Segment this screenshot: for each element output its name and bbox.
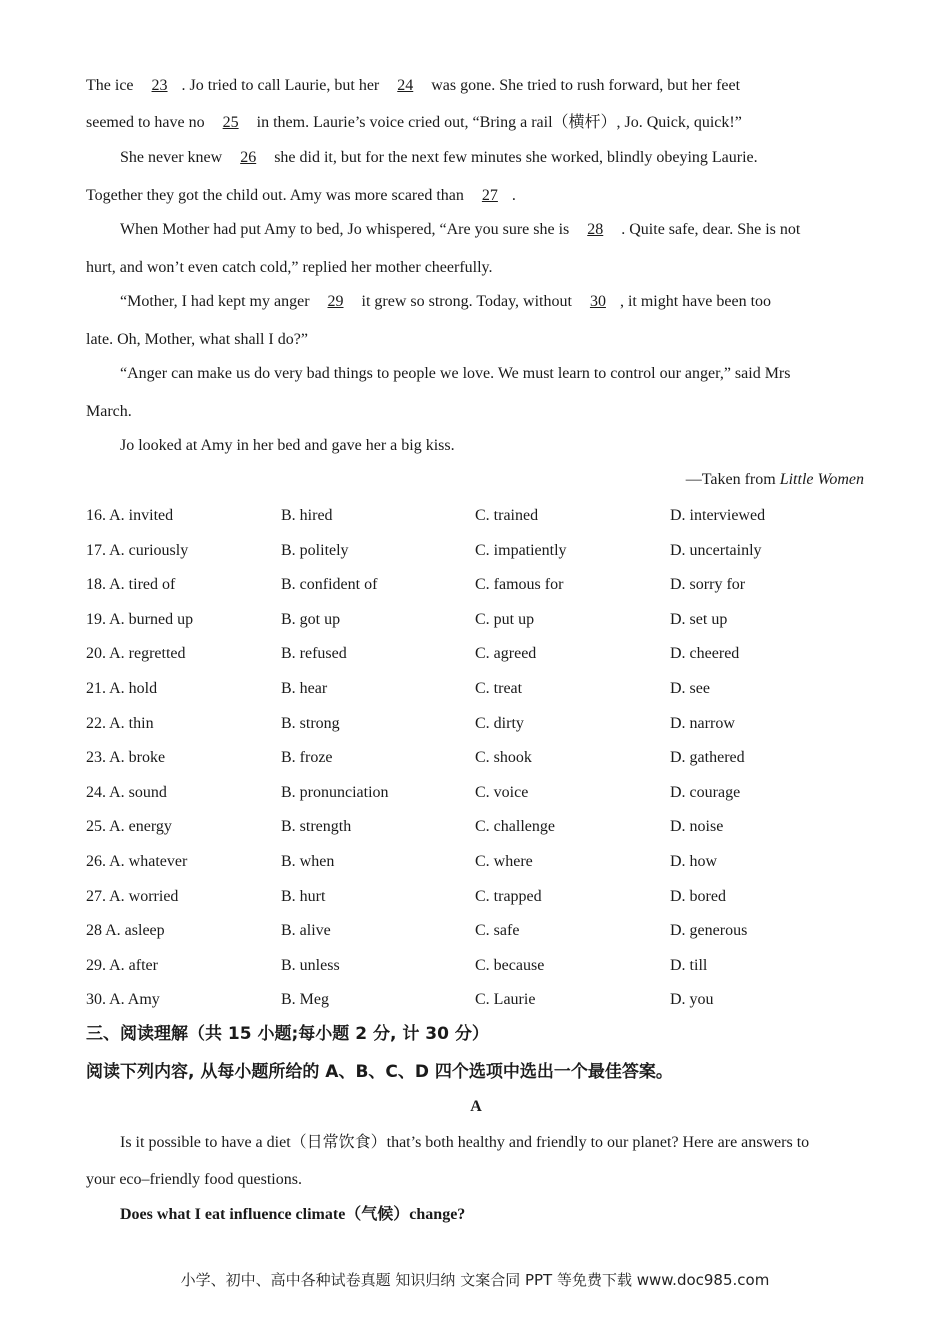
text: . Quite safe, dear. She is not — [617, 221, 801, 238]
passage-line-1 — [86, 76, 740, 96]
option-b: B. froze — [281, 749, 333, 767]
option-d: D. sorry for — [670, 576, 746, 594]
option-b: B. confident of — [281, 576, 378, 594]
blank-27: 27 — [481, 187, 498, 204]
blank-25: 25 — [222, 114, 239, 131]
option-d: D. see — [670, 680, 710, 697]
option-b: B. hear — [281, 680, 328, 697]
option-b: B. pronunciation — [281, 783, 389, 801]
blank-30: 30 — [589, 293, 606, 310]
option-a: 17. A. curiously — [86, 541, 189, 559]
text: in them. Laurie’s voice cried out, “Bring a rail（横杆）, Jo. Quick, quick!” — [252, 114, 742, 131]
option-d: D. interviewed — [670, 507, 766, 524]
passage-line-9: “Anger can make us do very bad things to people we love. We must learn to control our anger,” said Mrs — [120, 365, 791, 382]
text: . — [511, 187, 516, 204]
option-a: 28 A. asleep — [86, 922, 165, 940]
option-row — [86, 714, 866, 734]
option-b: B. got up — [281, 610, 341, 628]
option-row — [86, 679, 866, 699]
option-d: D. bored — [670, 887, 726, 905]
option-c: C. agreed — [475, 645, 537, 663]
option-a: 27. A. worried — [86, 887, 179, 905]
option-a: 16. A. invited — [86, 507, 174, 524]
option-row — [86, 852, 866, 872]
section-heading: 三、阅读理解（共 15 小题;每小题 2 分, 计 30 分） — [86, 1024, 489, 1044]
option-row — [86, 783, 866, 803]
option-d: D. set up — [670, 610, 728, 628]
option-d: D. narrow — [670, 714, 735, 732]
option-row — [86, 506, 866, 526]
option-b: B. hurt — [281, 887, 326, 905]
option-row — [86, 921, 866, 941]
option-b: B. strength — [281, 818, 352, 836]
passage-line-3 — [86, 148, 758, 168]
option-c: C. Laurie — [475, 991, 536, 1009]
option-d: D. uncertainly — [670, 541, 762, 559]
option-d: D. courage — [670, 783, 741, 801]
option-b: B. hired — [281, 507, 333, 524]
option-row — [86, 541, 866, 561]
option-d: D. gathered — [670, 749, 745, 767]
option-c: C. impatiently — [475, 541, 567, 559]
option-b: B. when — [281, 853, 335, 870]
option-c: C. challenge — [475, 818, 555, 836]
option-d: D. cheered — [670, 645, 740, 663]
blank-23: 23 — [151, 77, 168, 94]
option-a: 29. A. after — [86, 956, 158, 974]
source-citation — [686, 470, 864, 490]
option-c: C. shook — [475, 749, 532, 767]
passage-line-10: March. — [86, 403, 132, 420]
passage-letter: A — [470, 1098, 482, 1115]
blank-29: 29 — [327, 293, 344, 310]
option-row — [86, 575, 866, 595]
passage-line-8: late. Oh, Mother, what shall I do?” — [86, 331, 308, 348]
option-c: C. safe — [475, 922, 520, 940]
option-a: 30. A. Amy — [86, 991, 160, 1009]
text: “Mother, I had kept my anger — [120, 293, 314, 310]
option-row — [86, 610, 866, 630]
option-a: 25. A. energy — [86, 818, 172, 836]
text: Together they got the child out. Amy was more scared than — [86, 187, 468, 204]
blank-28: 28 — [587, 221, 604, 238]
passage-line-2 — [86, 113, 742, 133]
passage-line-6: hurt, and won’t even catch cold,” replied her mother cheerfully. — [86, 259, 493, 276]
option-c: C. voice — [475, 783, 529, 801]
option-d: D. you — [670, 991, 714, 1009]
reading-line-1: Is it possible to have a diet（日常饮食）that’s both healthy and friendly to our planet? Here are answers to — [120, 1134, 810, 1151]
option-c: C. trained — [475, 507, 539, 524]
option-a: 20. A. regretted — [86, 645, 186, 663]
passage-line-11: Jo looked at Amy in her bed and gave her a big kiss. — [120, 437, 455, 454]
option-row — [86, 748, 866, 768]
option-c: C. trapped — [475, 887, 542, 905]
option-b: B. strong — [281, 714, 340, 732]
question-heading: Does what I eat influence climate（气候）change? — [120, 1206, 466, 1223]
source-title: Little Women — [779, 471, 864, 488]
option-row — [86, 887, 866, 907]
option-a: 18. A. tired of — [86, 576, 176, 594]
option-d: D. how — [670, 853, 718, 870]
source-prefix: —Taken from — [685, 471, 780, 488]
option-row — [86, 956, 866, 976]
reading-line-2: your eco–friendly food questions. — [86, 1171, 302, 1188]
text: it grew so strong. Today, without — [357, 293, 576, 310]
page-footer: 小学、初中、高中各种试卷真题 知识归纳 文案合同 PPT 等免费下载 www.doc985.com — [180, 1271, 770, 1289]
text: , it might have been too — [619, 293, 772, 310]
blank-24: 24 — [397, 77, 414, 94]
text: The ice — [86, 77, 138, 94]
text: . Jo tried to call Laurie, but her — [181, 77, 384, 94]
option-b: B. Meg — [281, 991, 329, 1009]
text: seemed to have no — [86, 114, 209, 131]
option-b: B. politely — [281, 541, 349, 559]
option-a: 22. A. thin — [86, 714, 154, 732]
option-a: 23. A. broke — [86, 749, 166, 767]
option-a: 24. A. sound — [86, 783, 167, 801]
option-c: C. famous for — [475, 576, 564, 594]
blank-26: 26 — [240, 149, 257, 166]
section-instruction: 阅读下列内容, 从每小题所给的 A、B、C、D 四个选项中选出一个最佳答案。 — [86, 1062, 673, 1082]
option-a: 26. A. whatever — [86, 853, 188, 870]
passage-line-4 — [86, 186, 516, 206]
text: was gone. She tried to rush forward, but her feet — [427, 77, 741, 94]
option-c: C. dirty — [475, 714, 524, 732]
option-a: 21. A. hold — [86, 680, 158, 697]
text: she did it, but for the next few minutes she worked, blindly obeying Laurie. — [270, 149, 758, 166]
passage-line-7 — [86, 292, 771, 312]
option-c: C. because — [475, 956, 545, 974]
text: When Mother had put Amy to bed, Jo whispered, “Are you sure she is — [120, 221, 574, 238]
option-c: C. put up — [475, 610, 535, 628]
option-c: C. where — [475, 853, 533, 870]
option-row — [86, 990, 866, 1010]
text: She never knew — [120, 149, 227, 166]
option-d: D. generous — [670, 922, 748, 940]
option-row — [86, 644, 866, 664]
option-c: C. treat — [475, 680, 523, 697]
option-b: B. refused — [281, 645, 347, 663]
option-row — [86, 817, 866, 837]
option-d: D. noise — [670, 818, 724, 836]
option-a: 19. A. burned up — [86, 610, 194, 628]
option-d: D. till — [670, 956, 708, 974]
passage-line-5 — [86, 220, 800, 240]
option-b: B. alive — [281, 922, 331, 940]
option-b: B. unless — [281, 956, 340, 974]
